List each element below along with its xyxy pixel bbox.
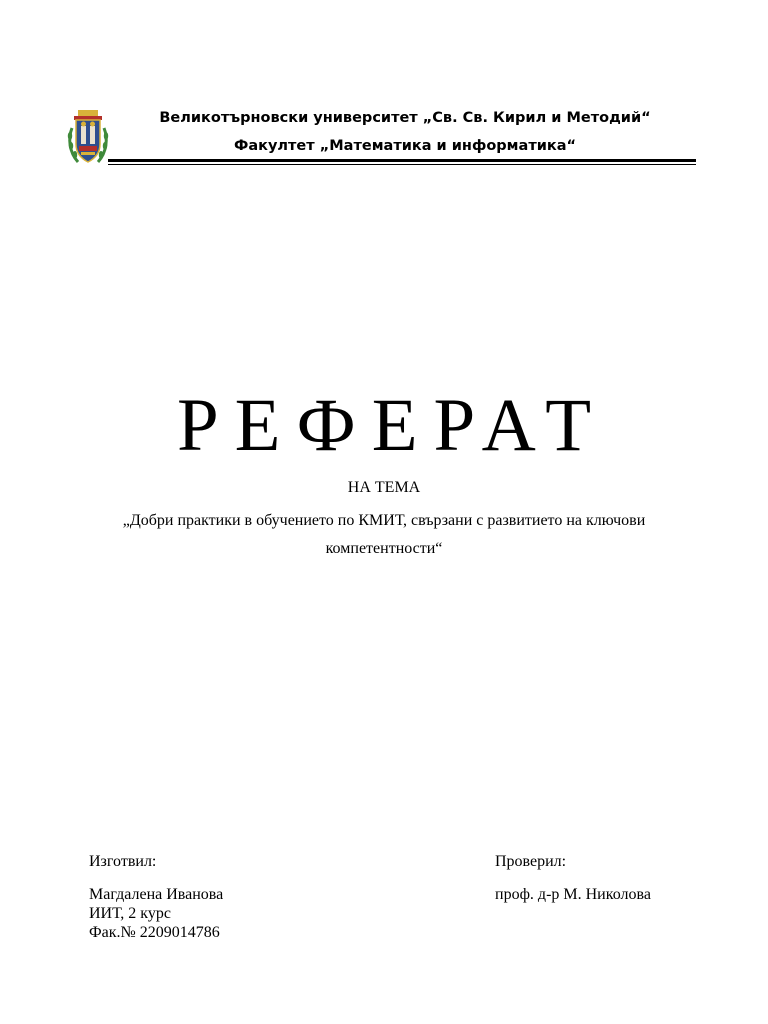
reviewer-name: проф. д-р М. Николова xyxy=(495,886,651,903)
author-details xyxy=(89,885,223,942)
reviewer-details xyxy=(495,885,651,904)
author-name: Магдалена Иванова xyxy=(89,886,224,903)
document-subtitle: НА ТЕМА xyxy=(347,479,421,496)
reviewer-label: Проверил: xyxy=(495,853,567,870)
faculty-name: Факултет „Математика и информатика“ xyxy=(233,138,577,154)
university-name: Великотърновски университет „Св. Св. Кирил и Методий“ xyxy=(159,110,651,126)
author-faculty-number: Фак.№ 2209014786 xyxy=(89,924,220,941)
topic-line: компетентности“ xyxy=(325,540,443,557)
header-divider-thick xyxy=(108,159,696,162)
document-title: РЕФЕРАТ xyxy=(176,384,608,467)
author-label: Изготвил: xyxy=(89,853,157,870)
document-topic xyxy=(90,507,678,563)
topic-line: „Добри практики в обучението по КМИТ, свързани с развитието на ключови xyxy=(122,512,646,529)
header-divider-thin xyxy=(108,164,696,165)
author-program: ИИТ, 2 курс xyxy=(89,905,171,922)
